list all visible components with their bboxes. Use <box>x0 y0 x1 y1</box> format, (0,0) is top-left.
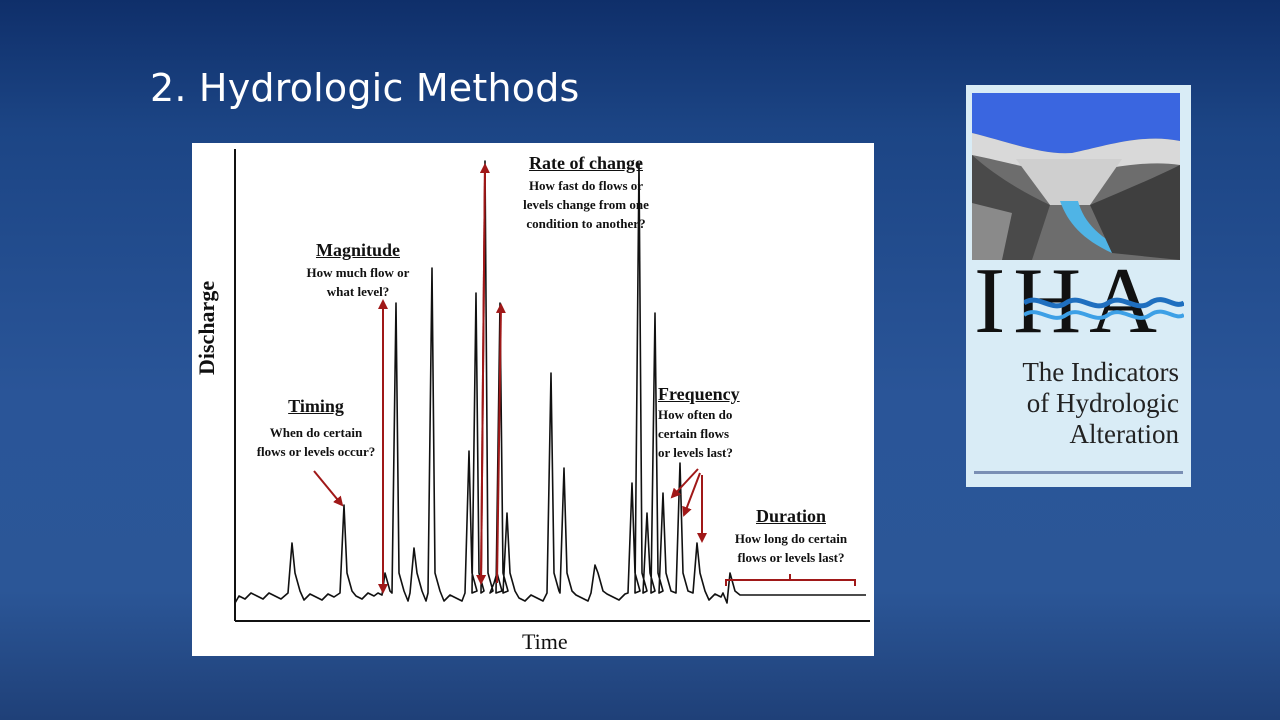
logo-divider <box>974 471 1183 474</box>
rate-annotation <box>508 152 664 233</box>
duration-question-line-2: flows or levels last? <box>737 550 845 565</box>
rate-question-line-2: levels change from one <box>523 197 649 212</box>
timing-question-line-2: flows or levels occur? <box>256 444 376 459</box>
logo-subtitle-line-2: of Hydrologic <box>1026 388 1179 418</box>
iha-logo <box>966 85 1191 487</box>
frequency-arrow-2 <box>684 473 700 515</box>
frequency-question-line-3: or levels last? <box>658 445 733 460</box>
rate-heading: Rate of change <box>529 153 643 173</box>
magnitude-heading: Magnitude <box>315 240 400 260</box>
magnitude-question-line-1: How much flow or <box>306 265 410 280</box>
duration-heading: Duration <box>755 506 826 526</box>
duration-annotation <box>718 505 864 567</box>
duration-question-line-1: How long do certain <box>734 531 848 546</box>
x-axis-label: Time <box>522 629 568 654</box>
timing-heading: Timing <box>288 396 344 416</box>
rate-question-line-3: condition to another? <box>526 216 646 231</box>
frequency-arrow-1 <box>672 469 698 497</box>
logo-subtitle-line-3: Alteration <box>1069 419 1179 449</box>
rate-arrow-down <box>481 165 485 583</box>
frequency-question-line-1: How often do <box>658 407 733 422</box>
duration-bracket <box>726 574 855 586</box>
frequency-heading: Frequency <box>658 384 740 404</box>
logo-subtitle <box>1022 357 1179 450</box>
frequency-annotation <box>658 383 762 462</box>
rate-question-line-1: How fast do flows or <box>528 178 644 193</box>
dam-photo-illustration <box>972 93 1180 260</box>
magnitude-question-line-2: what level? <box>326 284 390 299</box>
timing-arrow <box>314 471 342 505</box>
hydrograph-figure <box>192 143 874 656</box>
logo-subtitle-line-1: The Indicators <box>1022 357 1179 387</box>
slide-title: 2. Hydrologic Methods <box>150 66 580 110</box>
logo-acronym: IHA <box>974 249 1166 353</box>
y-axis-label: Discharge <box>194 280 219 375</box>
timing-annotation <box>240 395 392 461</box>
magnitude-annotation <box>288 239 428 301</box>
timing-question-line-1: When do certain <box>269 425 363 440</box>
logo-wave-icon <box>1024 291 1184 327</box>
frequency-question-line-2: certain flows <box>658 426 730 441</box>
